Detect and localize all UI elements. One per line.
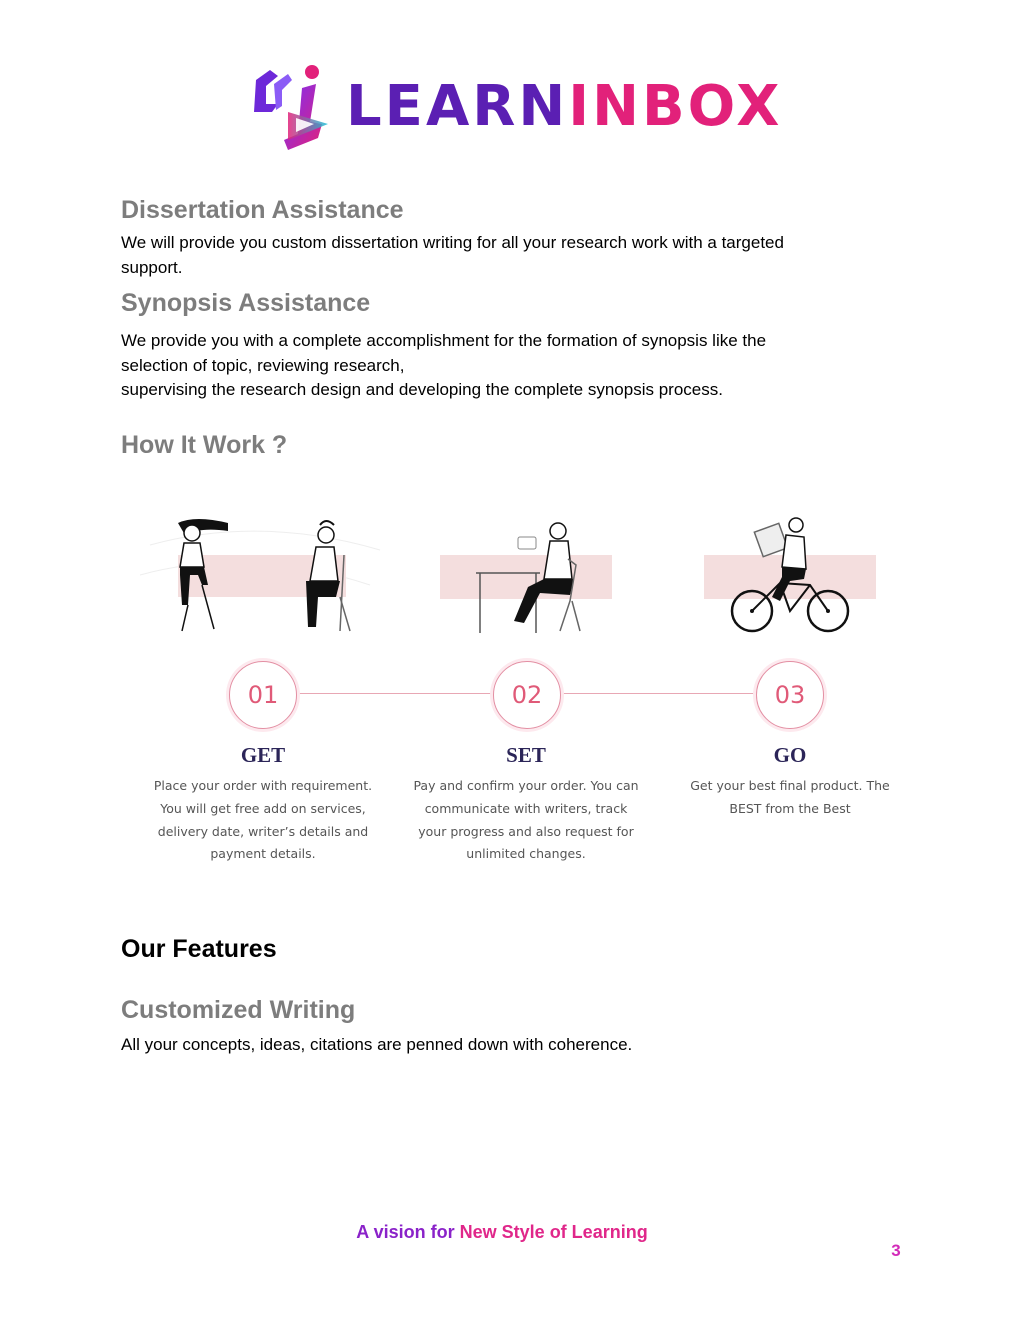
- step-description-line: payment details.: [210, 846, 316, 862]
- synopsis-body: [121, 329, 881, 403]
- synopsis-body-line: selection of topic, reviewing research,: [121, 355, 405, 375]
- how-it-works-heading: How It Work ?: [121, 431, 288, 459]
- synopsis-heading: Synopsis Assistance: [121, 289, 371, 317]
- step-description: [143, 775, 383, 866]
- step-description-line: Pay and confirm your order. You can: [413, 778, 639, 793]
- synopsis-body-line: We provide you with a complete accomplishment for the formation of synopsis like the: [121, 331, 767, 350]
- dissertation-body-line: support.: [121, 257, 183, 277]
- learninbox-logo-mark-icon: [248, 62, 338, 154]
- footer-tagline-accent: New Style of Learning: [459, 1222, 648, 1242]
- step-description: [406, 775, 646, 866]
- step-number-badge: 01: [229, 661, 297, 729]
- brand-wordmark-learn: LEARN: [346, 74, 569, 139]
- person-working-at-desk-illustration-icon: [440, 523, 612, 633]
- feature-body: All your concepts, ideas, citations are penned down with coherence.: [121, 1035, 633, 1054]
- brand-wordmark: [346, 74, 782, 140]
- how-it-works-illustration: [140, 505, 900, 645]
- step-description-line: Get your best final product. The: [690, 778, 890, 793]
- step-title: SET: [506, 743, 546, 767]
- synopsis-body-line: supervising the research design and developing the complete synopsis process.: [121, 380, 723, 399]
- brand-logo: [248, 62, 783, 154]
- brand-wordmark-inbox: INBOX: [568, 74, 783, 139]
- two-people-meeting-illustration-icon: [140, 519, 380, 631]
- step-description-line: your progress and also request for: [418, 823, 634, 839]
- step-description-line: Place your order with requirement.: [153, 778, 373, 793]
- step-description-line: BEST from the Best: [729, 800, 851, 816]
- step-description: [670, 775, 910, 821]
- footer-tagline-prefix: A vision for: [356, 1222, 455, 1242]
- step-description-line: delivery date, writer’s details and: [157, 823, 369, 839]
- dissertation-body: [121, 231, 881, 280]
- step-description-line: You will get free add on services,: [160, 800, 366, 816]
- features-heading: Our Features: [121, 935, 277, 963]
- footer-tagline: [0, 1222, 1004, 1243]
- feature-title: Customized Writing: [121, 996, 356, 1024]
- step-description-line: unlimited changes.: [466, 846, 586, 862]
- step-description-line: communicate with writers, track: [424, 800, 628, 816]
- delivery-cyclist-illustration-icon: [704, 518, 876, 631]
- dissertation-heading: Dissertation Assistance: [121, 196, 404, 224]
- page-number: 3: [891, 1241, 901, 1260]
- dissertation-body-line: We will provide you custom dissertation writing for all your research work with a targeted: [121, 233, 784, 252]
- step-title: GET: [240, 743, 286, 767]
- step-title: GO: [773, 743, 807, 767]
- step-number-badge: 02: [493, 661, 561, 729]
- step-number-badge: 03: [756, 661, 824, 729]
